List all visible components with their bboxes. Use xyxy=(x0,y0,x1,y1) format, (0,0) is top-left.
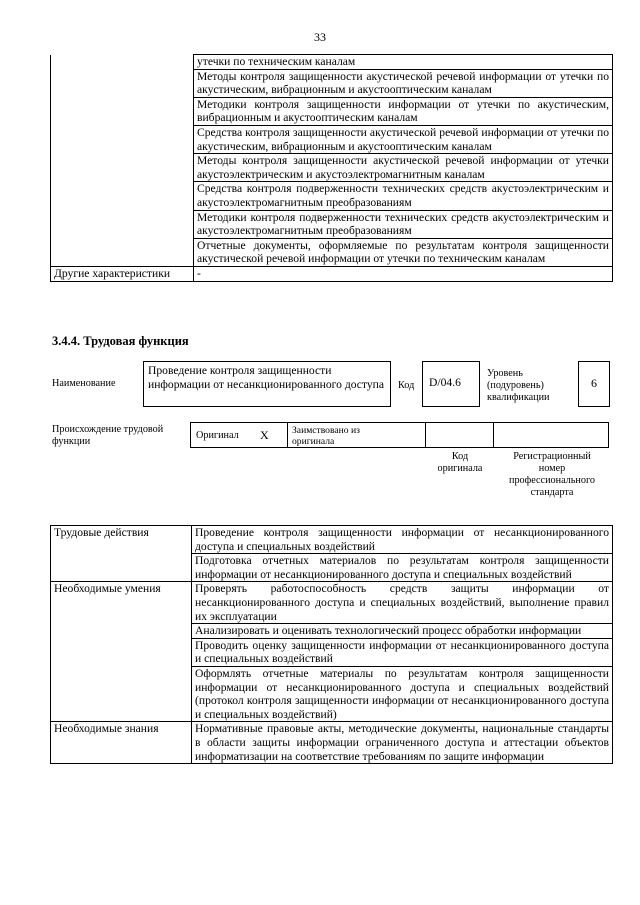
table-row xyxy=(51,582,613,624)
table-row xyxy=(51,210,613,238)
group-label-cell: Необходимые знания xyxy=(51,722,192,764)
table-row xyxy=(51,238,613,266)
group-item-cell: Подготовка отчетных материалов по результатам контроля защищенности информации от несанкционированного доступа и специальных воздействий xyxy=(192,554,613,582)
table-row xyxy=(51,182,613,210)
row-value-cell: - xyxy=(194,266,613,281)
group-item-cell: Оформлять отчетные материалы по результатам контроля защищенности информации от несанкционированного доступа и специальных воздействий (протокол контроля защищенности информации от несанкционированного доступа и специальных воздействий) xyxy=(192,666,613,721)
row-label-cell xyxy=(51,55,194,70)
table-row xyxy=(51,154,613,182)
group-label-cell: Трудовые действия xyxy=(51,526,192,582)
code-label: Код xyxy=(398,380,415,391)
row-value-cell: Методы контроля защищенности акустической речевой информации от утечки по акустическим, вибрационным и акустооптическим каналам xyxy=(194,69,613,97)
row-value-cell: Отчетные документы, оформляемые по результатам контроля защищенности акустической речевой информации от утечки по техническим каналам xyxy=(194,238,613,266)
reg-number-caption: Регистрационный номер профессионального стандарта xyxy=(509,451,595,498)
table-row xyxy=(51,526,613,554)
table-row xyxy=(51,69,613,97)
table-row xyxy=(51,266,613,281)
function-table xyxy=(50,525,613,764)
page-number: 33 xyxy=(314,30,326,44)
group-item-cell: Проводить оценку защищенности информации от несанкционированного доступа и специальных воздействий xyxy=(192,638,613,666)
original-mark: X xyxy=(260,428,269,442)
row-value-cell: Средства контроля защищенности акустической речевой информации от утечки по акустическим, вибрационным и акустооптическим каналам xyxy=(194,125,613,153)
origin-divider-3 xyxy=(493,422,494,448)
row-label-cell xyxy=(51,69,194,97)
group-item-cell: Проверять работоспособность средств защиты информации от несанкционированного доступа и специальных воздействий, выполнение правил их эксплуатации xyxy=(192,582,613,624)
origin-label: Происхождение трудовой функции xyxy=(52,424,164,447)
code-value: D/04.6 xyxy=(429,376,461,389)
level-value: 6 xyxy=(591,376,597,390)
table-row xyxy=(51,55,613,70)
row-label-cell xyxy=(51,97,194,125)
row-label-cell xyxy=(51,182,194,210)
group-item-cell: Анализировать и оценивать технологический процесс обработки информации xyxy=(192,624,613,639)
row-value-cell: Средства контроля подверженности технических средств акустоэлектрическим и акустоэлектромагнитным преобразованиям xyxy=(194,182,613,210)
group-item-cell: Проведение контроля защищенности информации от несанкционированного доступа и специальных воздействий xyxy=(192,526,613,554)
code-box xyxy=(422,361,480,407)
function-name: Проведение контроля защищенности информации от несанкционированного доступа xyxy=(148,364,385,391)
row-label-cell: Другие характеристики xyxy=(51,266,194,281)
row-label-cell xyxy=(51,154,194,182)
table-row xyxy=(51,97,613,125)
name-label: Наименование xyxy=(52,378,116,389)
row-value-cell: утечки по техническим каналам xyxy=(194,55,613,70)
origin-divider-1 xyxy=(287,422,288,448)
row-label-cell xyxy=(51,238,194,266)
table-row xyxy=(51,125,613,153)
group-item-cell: Нормативные правовые акты, методические документы, национальные стандарты в области защиты информации ограниченного доступа и аттестации объектов информатизации на соответствие требованиям по защите информации xyxy=(192,722,613,764)
row-label-cell xyxy=(51,210,194,238)
function-name-box xyxy=(143,361,391,407)
row-value-cell: Методики контроля подверженности технических средств акустоэлектрическим и акустоэлектромагнитным преобразованиям xyxy=(194,210,613,238)
level-box xyxy=(578,361,610,407)
borrowed-label: Заимствовано из оригинала xyxy=(292,425,360,447)
original-label: Оригинал xyxy=(196,430,239,441)
row-value-cell: Методы контроля защищенности акустической речевой информации от утечки акустоэлектрическим и акустоэлектромагнитным каналам xyxy=(194,154,613,182)
code-original-caption: Код оригинала xyxy=(437,451,483,474)
table-row xyxy=(51,722,613,764)
origin-divider-2 xyxy=(425,422,426,448)
level-label: Уровень (подуровень) квалификации xyxy=(487,368,550,403)
row-label-cell xyxy=(51,125,194,153)
characteristics-table xyxy=(50,54,613,282)
section-heading: 3.4.4. Трудовая функция xyxy=(52,334,189,348)
row-value-cell: Методики контроля защищенности информации от утечки по акустическим, вибрационным и акустооптическим каналам xyxy=(194,97,613,125)
group-label-cell: Необходимые умения xyxy=(51,582,192,722)
